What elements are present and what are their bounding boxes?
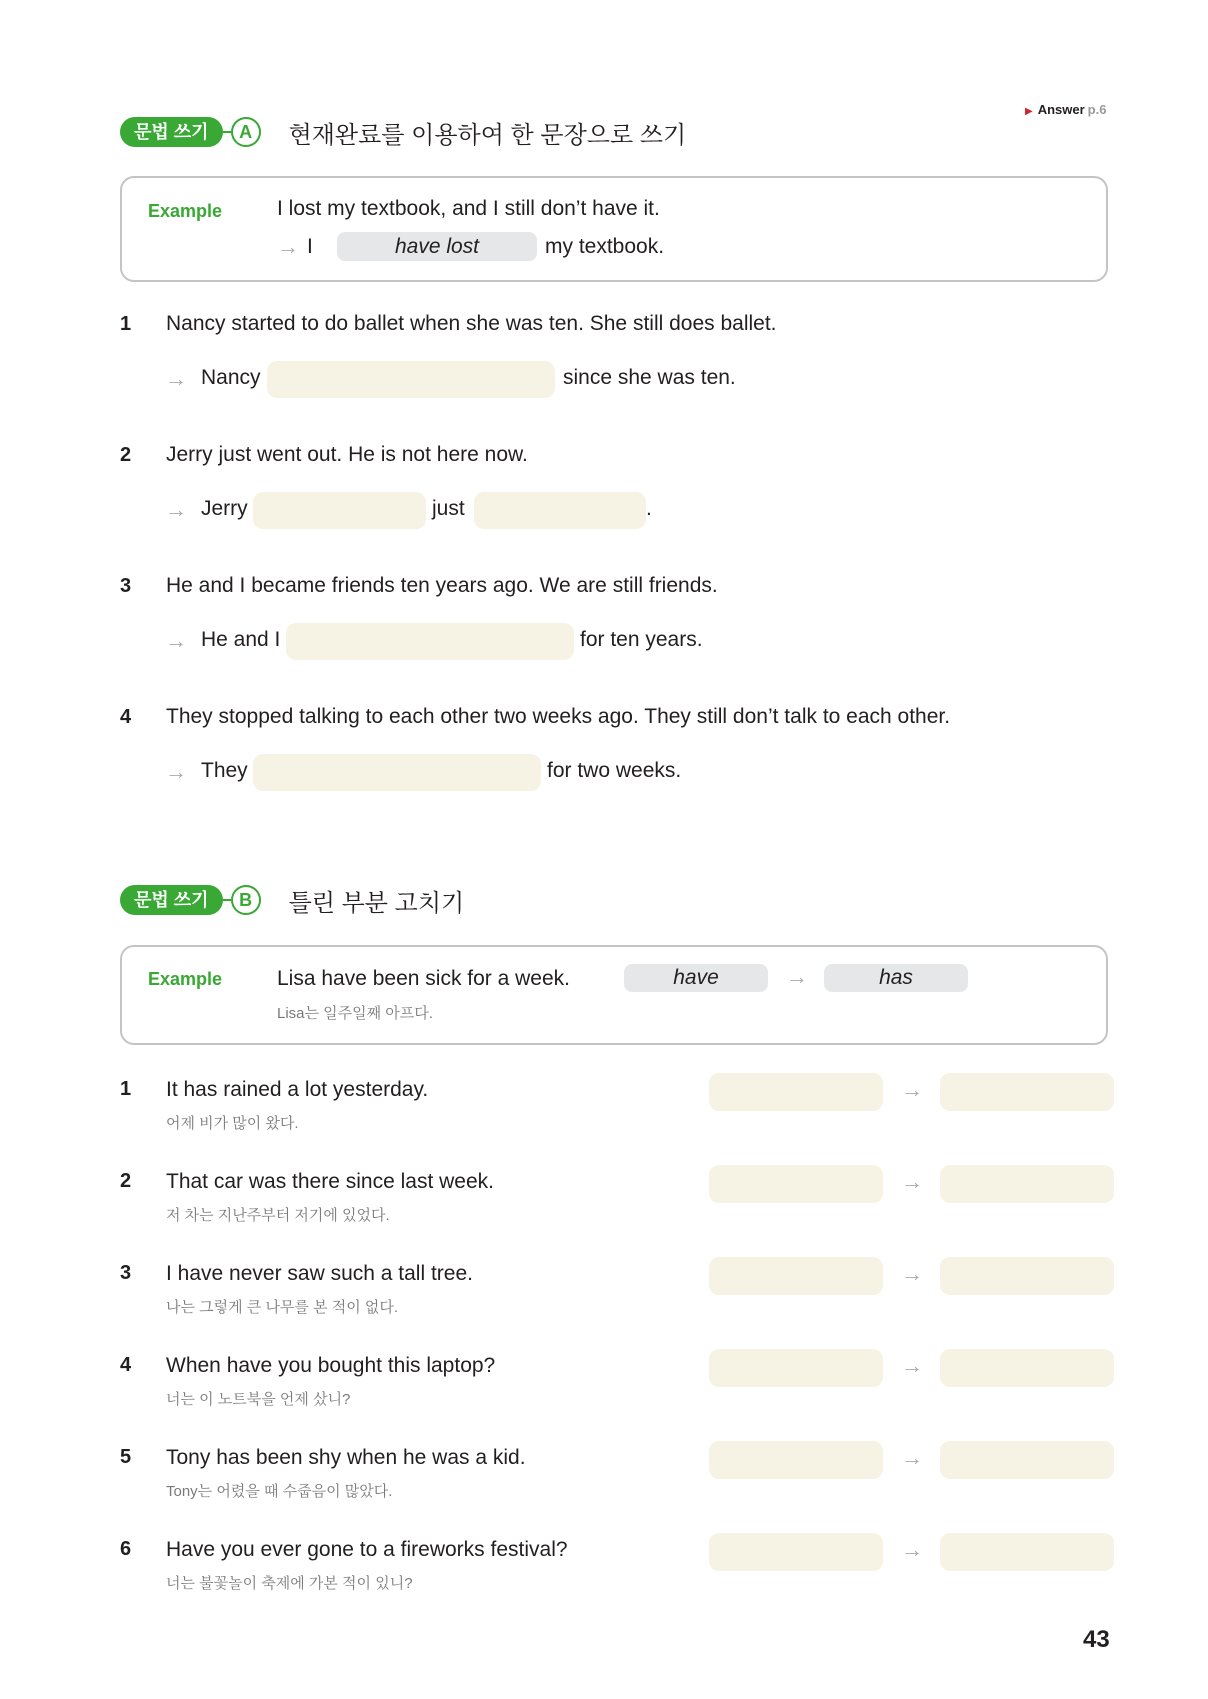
item-number: 4 (120, 706, 132, 728)
arrow-icon: → (786, 964, 808, 989)
page-number: 43 (1083, 1626, 1110, 1653)
wrong-word-blank[interactable] (709, 1257, 883, 1295)
example-rest: my textbook. (545, 235, 665, 258)
example-subject: I (307, 235, 313, 258)
answer-blank[interactable] (253, 754, 541, 791)
answer-label: Answer (1037, 102, 1085, 117)
arrow-icon: → (165, 628, 187, 653)
arrow-icon: → (165, 759, 187, 784)
section-a-title: 현재완료를 이용하여 한 문장으로 쓰기 (288, 121, 687, 149)
item-translation: 너는 불꽃놀이 축제에 가본 적이 있니? (166, 1575, 413, 1592)
answer-blank[interactable] (267, 361, 555, 398)
answer-page: p.6 (1087, 102, 1107, 117)
item-translation: 너는 이 노트북을 언제 샀니? (166, 1391, 351, 1408)
item-translation: Tony는 어렸을 때 수줍음이 많았다. (166, 1483, 393, 1500)
correct-word-blank[interactable] (940, 1441, 1114, 1479)
item-subject: Nancy (201, 366, 261, 389)
section-a-header (120, 116, 686, 148)
item-sentence: I have never saw such a tall tree. (166, 1262, 473, 1285)
item-rest: for two weeks. (547, 759, 682, 782)
badge-connector (223, 899, 231, 901)
arrow-icon: → (901, 1169, 923, 1194)
wrong-word-blank[interactable] (709, 1073, 883, 1111)
arrow-icon: → (901, 1353, 923, 1378)
item-sentence: Have you ever gone to a fireworks festival? (166, 1538, 568, 1561)
item-rest: for ten years. (580, 628, 703, 651)
correct-word-blank[interactable] (940, 1257, 1114, 1295)
section-a-badge: 문법 쓰기 (120, 117, 223, 147)
arrow-icon: → (901, 1445, 923, 1470)
item-translation: 저 차는 지난주부터 저기에 있었다. (166, 1207, 390, 1224)
section-b-example-box (120, 945, 1108, 1045)
item-number: 2 (120, 444, 132, 466)
item-sentence: They stopped talking to each other two weeks ago. They still don’t talk to each other. (166, 705, 951, 728)
item-sentence: He and I became friends ten years ago. We are still friends. (166, 574, 718, 597)
correct-word-blank[interactable] (940, 1165, 1114, 1203)
example-label: Example (148, 201, 223, 221)
item-number: 6 (120, 1538, 132, 1560)
item-end: . (646, 497, 652, 520)
correct-word-blank[interactable] (940, 1533, 1114, 1571)
item-subject: They (201, 759, 248, 782)
answer-blank[interactable] (474, 492, 646, 529)
example-label: Example (148, 969, 223, 989)
correct-word-blank[interactable] (940, 1349, 1114, 1387)
item-number: 1 (120, 313, 132, 335)
item-sentence: Jerry just went out. He is not here now. (166, 443, 528, 466)
arrow-icon: → (165, 366, 187, 391)
wrong-word-blank[interactable] (709, 1165, 883, 1203)
section-b-letter: B (231, 885, 261, 915)
item-rest: since she was ten. (563, 366, 736, 389)
item-number: 3 (120, 1262, 132, 1284)
item-sentence: Tony has been shy when he was a kid. (166, 1446, 526, 1469)
example-wrong: have (624, 964, 768, 992)
wrong-word-blank[interactable] (709, 1441, 883, 1479)
section-a-example-box (120, 176, 1108, 282)
item-number: 3 (120, 575, 132, 597)
section-b-header (120, 884, 464, 916)
item-translation: 어제 비가 많이 왔다. (166, 1115, 299, 1132)
red-triangle-icon: ▶ (1025, 106, 1033, 117)
answer-blank[interactable] (286, 623, 574, 660)
item-sentence: When have you bought this laptop? (166, 1354, 496, 1377)
item-sentence: That car was there since last week. (166, 1170, 494, 1193)
wrong-word-blank[interactable] (709, 1349, 883, 1387)
wrong-word-blank[interactable] (709, 1533, 883, 1571)
item-number: 4 (120, 1354, 132, 1376)
item-subject: He and I (201, 628, 281, 651)
arrow-icon: → (901, 1537, 923, 1562)
arrow-icon: → (277, 234, 299, 259)
item-middle: just (432, 497, 465, 520)
badge-connector (223, 131, 231, 133)
section-a-letter: A (231, 117, 261, 147)
example-sentence: Lisa have been sick for a week. (277, 967, 570, 990)
item-sentence: Nancy started to do ballet when she was ten. She still does ballet. (166, 312, 777, 335)
item-subject: Jerry (201, 497, 248, 520)
example-answer: have lost (337, 232, 537, 261)
section-b-title: 틀린 부분 고치기 (288, 889, 465, 917)
item-sentence: It has rained a lot yesterday. (166, 1078, 429, 1101)
item-number: 5 (120, 1446, 132, 1468)
section-b-badge: 문법 쓰기 (120, 885, 223, 915)
answer-reference (1025, 102, 1106, 117)
example-translation: Lisa는 일주일째 아프다. (277, 1005, 433, 1022)
item-number: 1 (120, 1078, 132, 1100)
arrow-icon: → (165, 497, 187, 522)
correct-word-blank[interactable] (940, 1073, 1114, 1111)
example-sentence: I lost my textbook, and I still don’t have it. (277, 197, 660, 220)
arrow-icon: → (901, 1077, 923, 1102)
item-number: 2 (120, 1170, 132, 1192)
item-translation: 나는 그렇게 큰 나무를 본 적이 없다. (166, 1299, 399, 1316)
arrow-icon: → (901, 1261, 923, 1286)
answer-blank[interactable] (253, 492, 426, 529)
example-correct: has (824, 964, 968, 992)
